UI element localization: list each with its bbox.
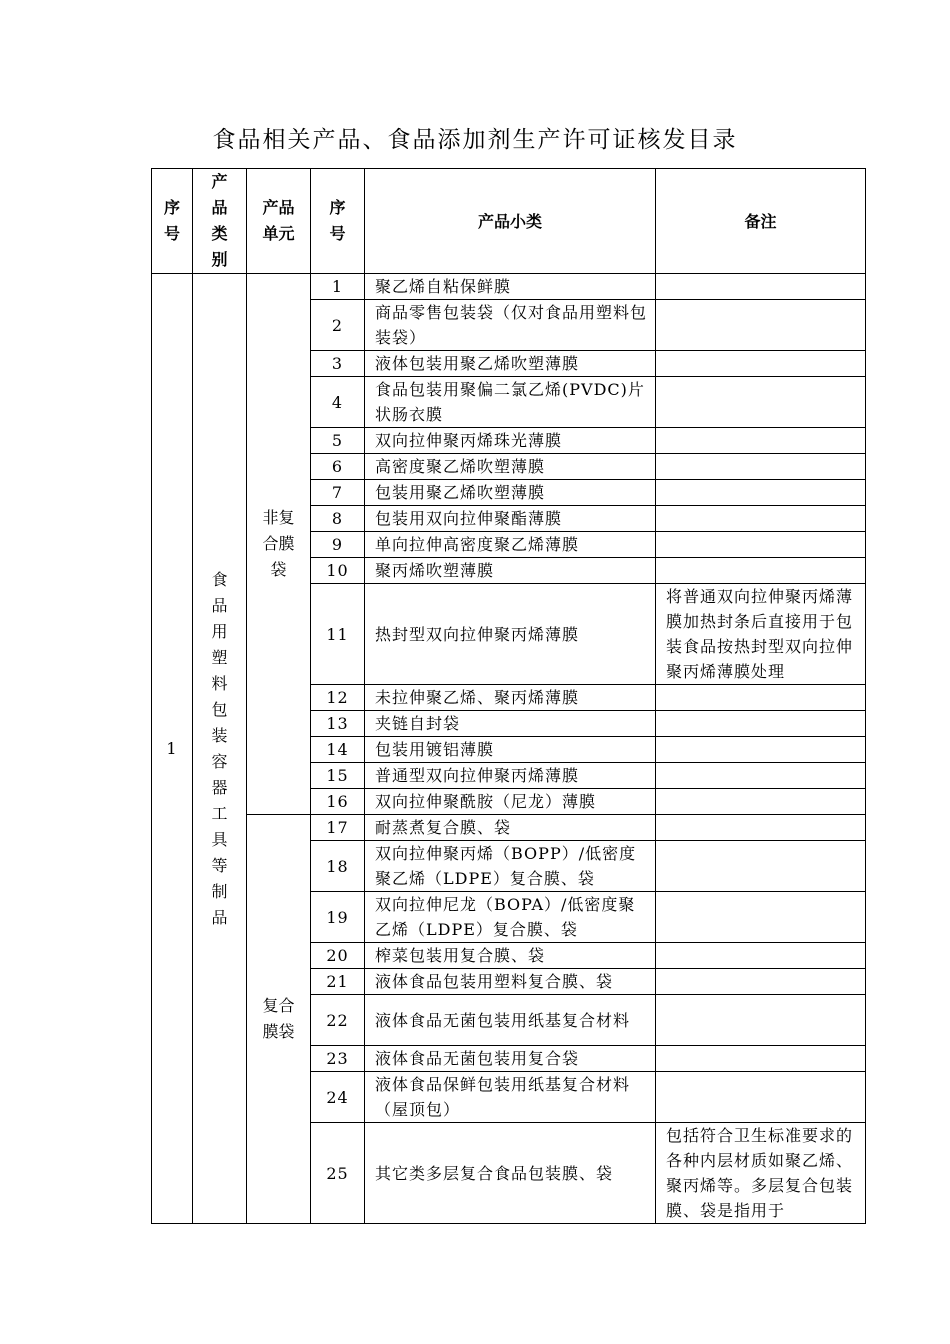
row-no: 17 [311, 815, 365, 841]
row-remark [656, 685, 866, 711]
row-name: 液体包装用聚乙烯吹塑薄膜 [365, 351, 656, 377]
row-name: 液体食品无菌包装用纸基复合材料 [365, 995, 656, 1046]
row-name: 其它类多层复合食品包装膜、袋 [365, 1123, 656, 1224]
row-name: 液体食品包装用塑料复合膜、袋 [365, 969, 656, 995]
row-name: 单向拉伸高密度聚乙烯薄膜 [365, 532, 656, 558]
row-remark [656, 995, 866, 1046]
row-name: 高密度聚乙烯吹塑薄膜 [365, 454, 656, 480]
header-seq2: 序号 [311, 169, 365, 274]
row-name: 包装用双向拉伸聚酯薄膜 [365, 506, 656, 532]
row-no: 21 [311, 969, 365, 995]
row-name: 食品包装用聚偏二氯乙烯(PVDC)片状肠衣膜 [365, 377, 656, 428]
row-remark [656, 711, 866, 737]
row-remark: 包括符合卫生标准要求的各种内层材质如聚乙烯、聚丙烯等。多层复合包装膜、袋是指用于 [656, 1123, 866, 1224]
row-remark [656, 558, 866, 584]
row-no: 19 [311, 892, 365, 943]
row-no: 25 [311, 1123, 365, 1224]
header-remark: 备注 [656, 169, 866, 274]
row-name: 榨菜包装用复合膜、袋 [365, 943, 656, 969]
row-name: 夹链自封袋 [365, 711, 656, 737]
row-remark [656, 789, 866, 815]
row-name: 液体食品无菌包装用复合袋 [365, 1046, 656, 1072]
row-no: 24 [311, 1072, 365, 1123]
row-no: 23 [311, 1046, 365, 1072]
row-name: 包装用镀铝薄膜 [365, 737, 656, 763]
row-remark [656, 969, 866, 995]
row-name: 商品零售包装袋（仅对食品用塑料包装袋） [365, 300, 656, 351]
row-remark [656, 1072, 866, 1123]
row-no: 9 [311, 532, 365, 558]
row-name: 聚丙烯吹塑薄膜 [365, 558, 656, 584]
row-no: 5 [311, 428, 365, 454]
unit-composite: 复合膜袋 [247, 815, 311, 1224]
unit-non-composite: 非复合膜袋 [247, 274, 311, 815]
row-no: 14 [311, 737, 365, 763]
row-name: 双向拉伸聚丙烯珠光薄膜 [365, 428, 656, 454]
row-remark [656, 532, 866, 558]
catalog-table [151, 168, 866, 1224]
row-no: 12 [311, 685, 365, 711]
row-remark [656, 274, 866, 300]
row-no: 3 [311, 351, 365, 377]
header-seq: 序号 [152, 169, 193, 274]
row-no: 6 [311, 454, 365, 480]
row-no: 22 [311, 995, 365, 1046]
table-row [152, 815, 866, 841]
page-title: 食品相关产品、食品添加剂生产许可证核发目录 [212, 127, 738, 153]
row-name: 耐蒸煮复合膜、袋 [365, 815, 656, 841]
row-name: 热封型双向拉伸聚丙烯薄膜 [365, 584, 656, 685]
row-remark [656, 377, 866, 428]
row-name: 普通型双向拉伸聚丙烯薄膜 [365, 763, 656, 789]
row-name: 双向拉伸聚酰胺（尼龙）薄膜 [365, 789, 656, 815]
row-no: 18 [311, 841, 365, 892]
table-row [152, 274, 866, 300]
header-subcategory: 产品小类 [365, 169, 656, 274]
row-remark [656, 815, 866, 841]
row-remark [656, 943, 866, 969]
row-remark [656, 892, 866, 943]
row-no: 10 [311, 558, 365, 584]
row-remark [656, 300, 866, 351]
row-remark [656, 1046, 866, 1072]
row-name: 双向拉伸尼龙（BOPA）/低密度聚乙烯（LDPE）复合膜、袋 [365, 892, 656, 943]
row-no: 16 [311, 789, 365, 815]
header-unit: 产品单元 [247, 169, 311, 274]
row-no: 7 [311, 480, 365, 506]
row-name: 聚乙烯自粘保鲜膜 [365, 274, 656, 300]
row-no: 2 [311, 300, 365, 351]
row-remark [656, 351, 866, 377]
row-remark [656, 841, 866, 892]
row-name: 液体食品保鲜包装用纸基复合材料（屋顶包） [365, 1072, 656, 1123]
row-name: 双向拉伸聚丙烯（BOPP）/低密度聚乙烯（LDPE）复合膜、袋 [365, 841, 656, 892]
row-remark [656, 763, 866, 789]
row-name: 未拉伸聚乙烯、聚丙烯薄膜 [365, 685, 656, 711]
row-no: 8 [311, 506, 365, 532]
row-no: 20 [311, 943, 365, 969]
row-remark [656, 480, 866, 506]
row-no: 4 [311, 377, 365, 428]
row-no: 15 [311, 763, 365, 789]
group-category: 食品用塑料包装容器工具等制品 [193, 274, 247, 1224]
row-remark: 将普通双向拉伸聚丙烯薄膜加热封条后直接用于包装食品按热封型双向拉伸聚丙烯薄膜处理 [656, 584, 866, 685]
header-category: 产品类别 [193, 169, 247, 274]
row-remark [656, 454, 866, 480]
row-remark [656, 428, 866, 454]
row-name: 包装用聚乙烯吹塑薄膜 [365, 480, 656, 506]
row-no: 13 [311, 711, 365, 737]
group-seq: 1 [152, 274, 193, 1224]
row-remark [656, 506, 866, 532]
row-no: 1 [311, 274, 365, 300]
row-remark [656, 737, 866, 763]
row-no: 11 [311, 584, 365, 685]
